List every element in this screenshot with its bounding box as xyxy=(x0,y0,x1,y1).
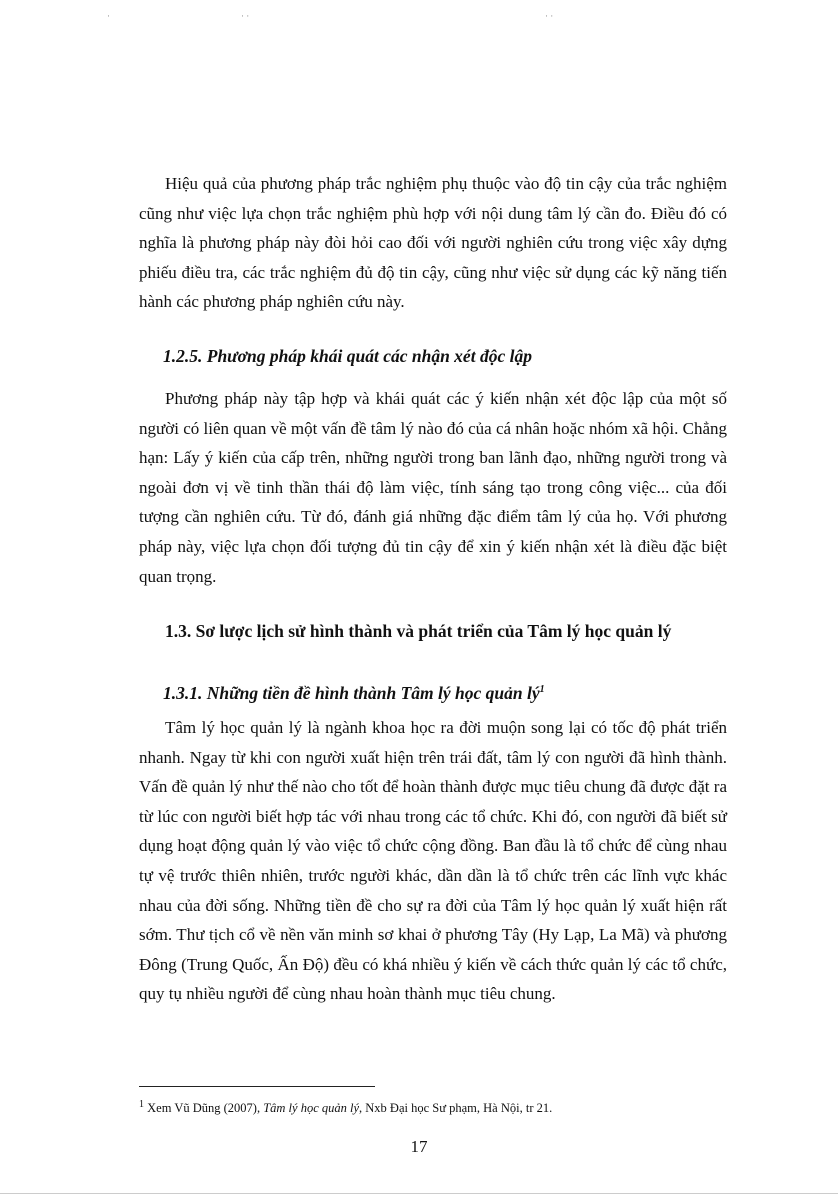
paragraph-text: Tâm lý học quản lý là ngành khoa học ra đời muộn song lại có tốc độ phát triển nhanh. Ngay từ khi con người xuất hiện trên trái đất, tâm lý con người đã hình thành. Vấn đề quản lý như thế nào cho tốt để hoàn thành được mục tiêu chung đã được đặt ra từ lúc con người biết hợp tác với nhau trong các tổ chức. Khi đó, con người đã biết sử dụng hoạt động quản lý vào việc tổ chức cộng đồng. Ban đầu là tổ chức để cùng nhau tự vệ trước thiên nhiên, trước người khác, dần dần là tổ chức trên các lĩnh vực khác nhau của đời sống. Những tiền đề cho sự ra đời của Tâm lý học quản lý xuất hiện rất sớm. Thư tịch cổ về nền văn minh sơ khai ở phương Tây (Hy Lạp, La Mã) và phương Đông (Trung Quốc, Ấn Độ) đều có khá nhiều ý kiến về cách thức quản lý các tổ chức, quy tụ nhiều người để cùng nhau hoàn thành mục tiêu chung. xyxy=(139,718,727,1004)
paragraph-text: Phương pháp này tập hợp và khái quát các ý kiến nhận xét độc lập của một số người có liên quan về một vấn đề tâm lý nào đó của cá nhân hoặc nhóm xã hội. Chẳng hạn: Lấy ý kiến của cấp trên, những người trong ban lãnh đạo, những người trong và ngoài đơn vị về tinh thần thái độ làm việc, tính sáng tạo trong công việc... của đối tượng cần nghiên cứu. Từ đó, đánh giá những đặc điểm tâm lý của họ. Với phương pháp này, việc lựa chọn đối tượng đủ tin cậy để xin ý kiến nhận xét là điều đặc biệt quan trọng. xyxy=(139,389,727,586)
footnote-marker: 1 xyxy=(139,1099,144,1110)
heading-text: 1.3.1. Những tiền đề hình thành Tâm lý học quản lý xyxy=(163,683,540,703)
scan-edge xyxy=(0,1193,838,1194)
footnote-book-title: Tâm lý học quản lý xyxy=(263,1101,360,1116)
footnote-reference: 1 xyxy=(539,684,545,696)
section-heading-1-3: 1.3. Sơ lược lịch sử hình thành và phát triển của Tâm lý học quản lý xyxy=(165,621,672,641)
section-heading-1-3-1 xyxy=(163,683,545,704)
body-paragraph-3 xyxy=(139,713,727,1009)
scan-speck: · · xyxy=(241,11,250,21)
footnote-divider xyxy=(139,1086,375,1087)
footnote-suffix: , Nxb Đại học Sư phạm, Hà Nội, tr 21. xyxy=(359,1101,553,1116)
footnote-prefix: Xem Vũ Dũng (2007), xyxy=(144,1101,264,1116)
body-paragraph-1 xyxy=(139,169,727,317)
paragraph-text: Hiệu quả của phương pháp trắc nghiệm phụ thuộc vào độ tin cậy của trắc nghiệm cũng như việc lựa chọn trắc nghiệm phù hợp với nội dung tâm lý cần đo. Điều đó có nghĩa là phương pháp này đòi hỏi cao đối với người nghiên cứu trong việc xây dựng phiếu điều tra, các trắc nghiệm đủ độ tin cậy, cũng như việc sử dụng các kỹ năng tiến hành các phương pháp nghiên cứu này. xyxy=(139,174,727,312)
scan-speck: · · xyxy=(545,11,554,21)
body-paragraph-2 xyxy=(139,384,727,591)
footnote xyxy=(139,1097,552,1116)
scan-speck: · xyxy=(107,11,110,21)
page-number: 17 xyxy=(410,1137,428,1156)
section-heading-1-2-5: 1.2.5. Phương pháp khái quát các nhận xét độc lập xyxy=(163,346,532,366)
